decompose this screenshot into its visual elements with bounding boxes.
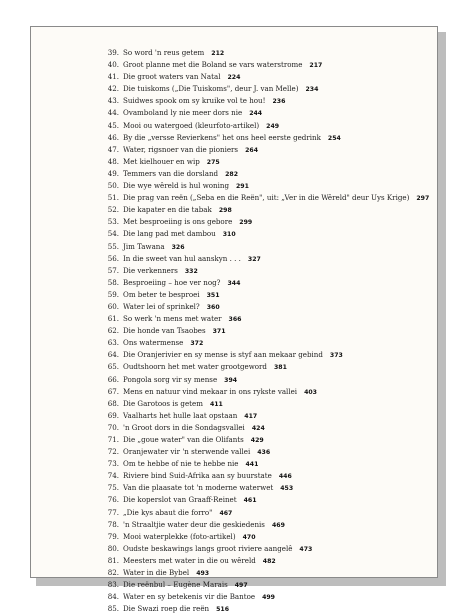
entry-body [123,325,436,337]
entry-number: 57. [107,265,119,275]
entry-number: 47. [107,144,119,154]
entry-page-number: 275 [206,158,220,166]
entry-body [123,434,436,446]
toc-entry [101,374,436,386]
entry-page-number: 441 [245,461,259,469]
entry-title: Water lei of sprinkel? [123,301,200,311]
entry-number: 45. [107,120,119,130]
entry-body [123,603,436,615]
toc-entry [101,555,436,567]
entry-body [123,398,436,410]
entry-page-number: 436 [257,449,271,457]
entry-number: 79. [107,531,119,541]
entry-title: Ovamboland ly nie meer dors nie [123,108,243,118]
entry-number: 53. [107,217,119,227]
entry-body [123,337,436,349]
entry-body [123,482,436,494]
entry-number: 50. [107,181,119,191]
entry-title: Die kapater en die tabak [123,205,212,215]
entry-body [123,494,436,506]
entry-page-number: 403 [304,388,317,396]
entry-body [123,144,436,156]
toc-entry [101,470,436,482]
entry-page-number: 371 [212,328,226,336]
entry-page-number: 473 [299,545,313,553]
entry-number: 80. [107,543,119,553]
toc-entry [101,482,436,494]
toc-entry [101,228,436,240]
entry-title: Met besproeiing is ons gebore [123,217,233,227]
entry-number: 84. [107,592,119,602]
entry-number: 43. [107,96,119,106]
entry-page-number: 310 [222,231,236,239]
entry-title: Vaalharts het hulle laat opstaan [123,410,238,420]
table-of-contents [101,47,436,615]
entry-title: Mooi ou watergoed (kleurfoto-artikel) [123,120,260,130]
entry-title: Om beter te besproei [123,289,200,299]
entry-number: 75. [107,483,119,493]
entry-body [123,95,436,107]
entry-title: Die lang pad met dambou [123,229,216,239]
entry-page-number: 244 [249,110,263,118]
toc-entry [101,458,436,470]
entry-page-number: 497 [234,582,248,590]
entry-title: Die wye wêreld is hul woning [123,181,229,191]
toc-entry [101,204,436,216]
entry-title: Water en sy betekenis vir die Bantoe [123,592,256,602]
entry-number: 51. [107,193,119,203]
entry-body [123,301,436,313]
entry-body [123,265,436,277]
entry-number: 61. [107,314,119,324]
entry-number: 48. [107,156,119,166]
entry-number: 73. [107,459,119,469]
entry-number: 68. [107,398,119,408]
entry-title: Die groot waters van Natal [123,72,221,82]
entry-page-number: 327 [247,255,261,263]
entry-body [123,228,436,240]
entry-body [123,107,436,119]
entry-title: Die koperslot van Graaff-Reinet [123,495,237,505]
entry-title: Die prag van reën („Seba en die Reën", uit: „Ver in die Wêreld" deur Uys Krige) [123,193,410,203]
toc-entry [101,567,436,579]
entry-page-number: 366 [228,316,242,324]
entry-body [123,156,436,168]
entry-page-number: 332 [184,267,198,275]
entry-body [123,410,436,422]
entry-number: 58. [107,277,119,287]
toc-entry [101,95,436,107]
entry-page-number: 326 [171,243,185,251]
toc-entry [101,301,436,313]
entry-body [123,361,436,373]
entry-body [123,192,436,204]
entry-page-number: 217 [309,62,323,70]
entry-number: 64. [107,350,119,360]
entry-number: 62. [107,326,119,336]
entry-page-number: 446 [278,473,292,481]
entry-body [123,349,436,361]
toc-entry [101,265,436,277]
toc-entry [101,107,436,119]
entry-title: Oudtshoorn het met water grootgeword [123,362,267,372]
entry-page-number: 249 [266,122,280,130]
entry-title: Die „goue water" van die Olifants [123,435,244,444]
entry-number: 66. [107,374,119,384]
entry-page-number: 429 [250,437,264,444]
toc-entry [101,434,436,446]
toc-entry [101,519,436,531]
entry-title: Die Garotoos is getem [123,398,203,408]
entry-title: Jim Tawana [123,241,165,251]
toc-entry [101,579,436,591]
entry-number: 46. [107,132,119,142]
entry-body [123,422,436,434]
entry-title: Mooi waterplekke (foto-artikel) [123,531,236,541]
entry-title: Riviere bind Suid-Afrika aan sy buurstate [123,471,272,481]
entry-page-number: 254 [327,134,341,142]
entry-body [123,180,436,192]
entry-title: Water in die Bybel [123,568,190,578]
entry-body [123,168,436,180]
entry-number: 40. [107,60,119,70]
entry-body [123,120,436,132]
toc-entry [101,59,436,71]
toc-entry [101,132,436,144]
entry-title: Oudste beskawings langs groot riviere aangelê [123,543,293,553]
entry-body [123,591,436,603]
toc-entry [101,410,436,422]
entry-number: 65. [107,362,119,372]
entry-title: Die verkenners [123,265,178,275]
toc-entry [101,192,436,204]
entry-page-number: 299 [239,219,253,227]
entry-page-number: 499 [262,594,275,602]
entry-page-number: 234 [305,86,319,94]
entry-number: 41. [107,72,119,82]
entry-body [123,216,436,228]
entry-number: 63. [107,338,119,348]
toc-entry [101,386,436,398]
toc-entry [101,47,436,59]
entry-title: Die honde van Tsaobes [123,326,206,336]
entry-page-number: 298 [218,207,232,215]
entry-number: 49. [107,168,119,178]
entry-title: „Die kys abaut die forro" [123,507,213,517]
toc-entry [101,156,436,168]
entry-page-number: 344 [227,279,241,287]
entry-number: 60. [107,301,119,311]
entry-title: Die reënbul – Eugène Marais [123,580,228,590]
toc-entry [101,216,436,228]
entry-body [123,47,436,59]
toc-entry [101,349,436,361]
entry-title: 'n Straaltjie water deur die geskiedenis [123,519,265,529]
entry-number: 67. [107,386,119,396]
entry-title: Suidwes spook om sy kruike vol te hou! [123,96,266,106]
entry-page-number: 282 [225,170,239,178]
entry-body [123,204,436,216]
entry-number: 69. [107,410,119,420]
entry-page-number: 516 [216,606,230,614]
entry-body [123,531,436,543]
entry-page-number: 224 [227,74,241,82]
toc-entry [101,277,436,289]
entry-body [123,386,436,398]
entry-title: So word 'n reus getem [123,48,205,57]
entry-title: Die Swazi roep die reën [123,604,210,614]
entry-number: 55. [107,241,119,251]
entry-number: 77. [107,507,119,517]
entry-title: Met kielhouer en wip [123,156,200,166]
toc-entry [101,180,436,192]
entry-number: 72. [107,447,119,457]
toc-entry [101,144,436,156]
entry-page-number: 297 [416,195,430,203]
entry-body [123,132,436,144]
entry-body [123,507,436,519]
entry-number: 59. [107,289,119,299]
toc-entry [101,603,436,615]
entry-body [123,555,436,567]
entry-body [123,289,436,301]
entry-title: Besproeiing – hoe ver nog? [123,277,221,287]
entry-body [123,446,436,458]
entry-number: 70. [107,422,119,432]
toc-entry [101,83,436,95]
toc-entry [101,531,436,543]
entry-title: So werk 'n mens met water [123,314,222,324]
entry-body [123,59,436,71]
entry-page-number: 394 [224,376,238,384]
entry-body [123,71,436,83]
entry-body [123,458,436,470]
entry-page-number: 372 [190,340,204,348]
entry-page-number: 291 [235,183,249,191]
entry-body [123,277,436,289]
entry-body [123,470,436,482]
entry-body [123,519,436,531]
toc-entry [101,361,436,373]
entry-number: 82. [107,568,119,578]
entry-number: 52. [107,205,119,215]
entry-body [123,567,436,579]
entry-title: Ons watermense [123,338,184,348]
entry-page-number: 453 [280,485,294,493]
entry-title: Om te hebbe of nie te hebbe nie [123,459,239,469]
toc-entry [101,253,436,265]
entry-title: Groot planne met die Boland se vars waterstrome [123,60,303,70]
entry-page-number: 360 [206,303,220,311]
entry-page-number: 467 [219,509,233,517]
entry-title: Water, rigsnoer van die pioniers [123,144,239,154]
entry-number: 76. [107,495,119,505]
toc-entry [101,313,436,325]
entry-page-number: 351 [206,291,220,299]
entry-number: 74. [107,471,119,481]
entry-page-number: 417 [244,412,258,420]
entry-page-number: 381 [273,364,287,372]
entry-title: Temmers van die dorsland [123,168,219,178]
toc-entry [101,241,436,253]
entry-number: 54. [107,229,119,239]
entry-title: Pongola sorg vir sy mense [123,374,218,384]
entry-page-number: 469 [271,521,285,529]
toc-entry [101,446,436,458]
entry-title: Oranjewater vir 'n sterwende vallei [123,447,251,457]
entry-title: Die Oranjerivier en sy mense is styf aan mekaar gebind [123,350,323,360]
entry-title: In die sweet van hul aanskyn . . . [123,253,241,263]
entry-page-number: 264 [245,146,258,154]
toc-entry [101,543,436,555]
toc-entry [101,422,436,434]
entry-page-number: 482 [262,557,276,565]
entry-body [123,313,436,325]
toc-entry [101,71,436,83]
entry-page-number: 470 [242,533,256,541]
entry-page-number: 373 [329,352,343,360]
entry-title: Mens en natuur vind mekaar in ons rykste vallei [123,386,298,396]
entry-number: 83. [107,580,119,590]
entry-title: Meesters met water in die ou wêreld [123,555,256,565]
entry-page-number: 212 [211,50,225,57]
entry-number: 42. [107,84,119,94]
toc-entry [101,337,436,349]
entry-title: 'n Groot dors in die Sondagsvallei [123,422,245,432]
entry-body [123,83,436,95]
toc-entry [101,325,436,337]
entry-title: Van die plaasate tot 'n moderne waterwet [123,483,274,493]
toc-entry [101,494,436,506]
entry-body [123,241,436,253]
toc-entry [101,168,436,180]
entry-body [123,543,436,555]
entry-page-number: 461 [243,497,257,505]
toc-entry [101,398,436,410]
entry-page-number: 424 [251,424,265,432]
entry-number: 44. [107,108,119,118]
entry-number: 81. [107,555,119,565]
toc-entry [101,591,436,603]
entry-body [123,374,436,386]
entry-title: By die „versse Revierkens" het ons heel eerste gedrink [123,132,321,142]
toc-entry [101,289,436,301]
entry-page-number: 493 [196,570,210,578]
entry-number: 39. [107,48,119,57]
entry-number: 78. [107,519,119,529]
entry-page-number: 411 [209,400,223,408]
toc-entry [101,507,436,519]
entry-page-number: 236 [272,98,286,106]
entry-body [123,579,436,591]
toc-entry [101,120,436,132]
entry-number: 71. [107,435,119,444]
entry-title: Die tuiskoms („Die Tuiskoms", deur J. van Melle) [123,84,299,94]
entry-number: 56. [107,253,119,263]
entry-body [123,253,436,265]
entry-number: 85. [107,604,119,614]
